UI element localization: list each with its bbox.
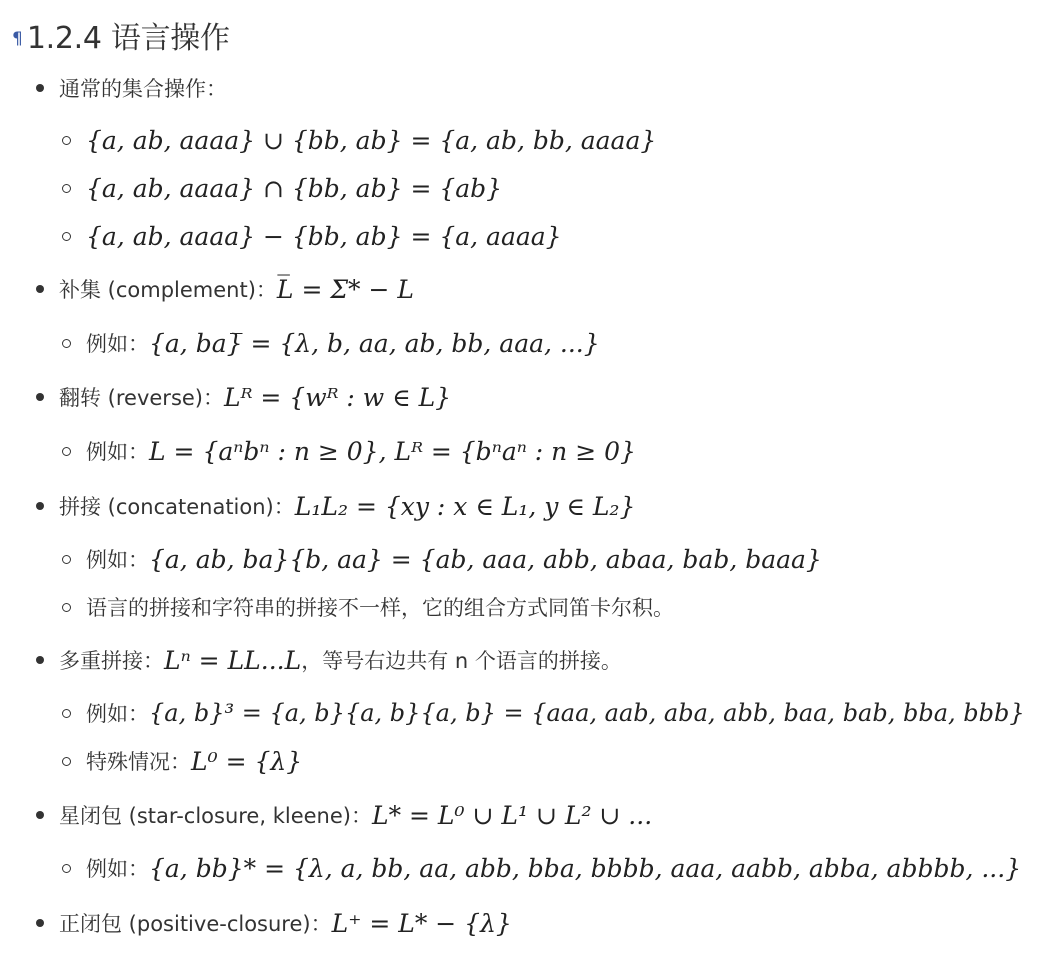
sub-item-complement-example: [62, 325, 600, 361]
formula: {a, ab, aaaa} − {bb, ab} = {a, aaaa}: [86, 221, 562, 251]
item-label: 翻转 (reverse)：: [59, 386, 224, 410]
formula: L = {aⁿbⁿ : n ≥ 0}, Lᴿ = {bⁿaⁿ : n ≥ 0}: [149, 436, 636, 466]
item-suffix: ，等号右边共有 n 个语言的拼接。: [301, 649, 622, 673]
item-label: 星闭包 (star-closure, kleene)：: [59, 804, 372, 828]
formula: L* = L⁰ ∪ L¹ ∪ L² ∪ ...: [371, 800, 653, 830]
sub-item-intersection: [62, 170, 502, 206]
formula: L⁰ = {λ}: [191, 746, 303, 776]
item-label: 通常的集合操作：: [59, 77, 227, 101]
item-label: 拼接 (concatenation)：: [59, 495, 295, 519]
bullet-circle-icon: [62, 757, 71, 766]
list-item-power: [36, 642, 622, 678]
formula: {a, ab, aaaa} ∪ {bb, ab} = {a, ab, bb, aaaa}: [86, 125, 657, 155]
list-item-reverse: [36, 379, 451, 415]
bullet-icon: [36, 502, 44, 510]
formula: L̅ = Σ* − L: [276, 274, 414, 304]
item-label: 语言的拼接和字符串的拼接不一样，它的组合方式同笛卡尔积。: [86, 596, 674, 620]
bullet-circle-icon: [62, 447, 71, 456]
bullet-circle-icon: [62, 232, 71, 241]
item-label: 特殊情况：: [86, 750, 191, 774]
sub-item-concatenation-note: [62, 589, 674, 625]
bullet-circle-icon: [62, 603, 71, 612]
formula: {a, ba}̅ = {λ, b, aa, ab, bb, aaa, ...}: [149, 328, 600, 358]
formula: Lⁿ = LL...L: [164, 645, 302, 675]
list-item-concatenation: [36, 488, 635, 524]
bullet-icon: [36, 285, 44, 293]
bullet-circle-icon: [62, 864, 71, 873]
item-label: 例如：: [86, 857, 149, 881]
item-label: 例如：: [86, 548, 149, 572]
sub-item-power-special: [62, 743, 302, 779]
item-label: 例如：: [86, 440, 149, 464]
item-label: 例如：: [86, 332, 149, 356]
bullet-circle-icon: [62, 339, 71, 348]
bullet-icon: [36, 393, 44, 401]
formula: {a, bb}* = {λ, a, bb, aa, abb, bba, bbbb, aaa, aabb, abba, abbbb, ...}: [149, 853, 1022, 883]
bullet-icon: [36, 84, 44, 92]
anchor-link-icon[interactable]: ¶: [12, 29, 23, 49]
page-title: 1.2.4 语言操作: [26, 21, 230, 56]
bullet-icon: [36, 656, 44, 664]
sub-item-power-example: [62, 695, 1025, 731]
sub-item-concatenation-example: [62, 541, 822, 577]
list-item-positive-closure: [36, 905, 512, 941]
bullet-circle-icon: [62, 709, 71, 718]
item-label: 多重拼接：: [59, 649, 164, 673]
sub-item-star-closure-example: [62, 850, 1021, 886]
item-label: 正闭包 (positive-closure)：: [59, 912, 332, 936]
sub-item-difference: [62, 218, 562, 254]
formula: Lᴿ = {wᴿ : w ∈ L}: [224, 382, 452, 412]
bullet-icon: [36, 811, 44, 819]
bullet-circle-icon: [62, 136, 71, 145]
bullet-circle-icon: [62, 555, 71, 564]
section-heading: [12, 12, 230, 58]
item-label: 补集 (complement)：: [59, 278, 277, 302]
formula: {a, ab, aaaa} ∩ {bb, ab} = {ab}: [86, 173, 503, 203]
sub-item-reverse-example: [62, 433, 636, 469]
formula: L₁L₂ = {xy : x ∈ L₁, y ∈ L₂}: [294, 491, 636, 521]
formula: L⁺ = L* − {λ}: [331, 908, 512, 938]
formula: {a, b}³ = {a, b}{a, b}{a, b} = {aaa, aab, aba, abb, baa, bab, bba, bbb}: [149, 699, 1025, 727]
bullet-circle-icon: [62, 184, 71, 193]
list-item-complement: [36, 271, 414, 307]
item-label: 例如：: [86, 702, 149, 726]
list-item-set-operations: [36, 70, 227, 106]
bullet-icon: [36, 919, 44, 927]
sub-item-union: [62, 122, 656, 158]
formula: {a, ab, ba}{b, aa} = {ab, aaa, abb, abaa, bab, baaa}: [149, 544, 822, 574]
list-item-star-closure: [36, 797, 652, 833]
